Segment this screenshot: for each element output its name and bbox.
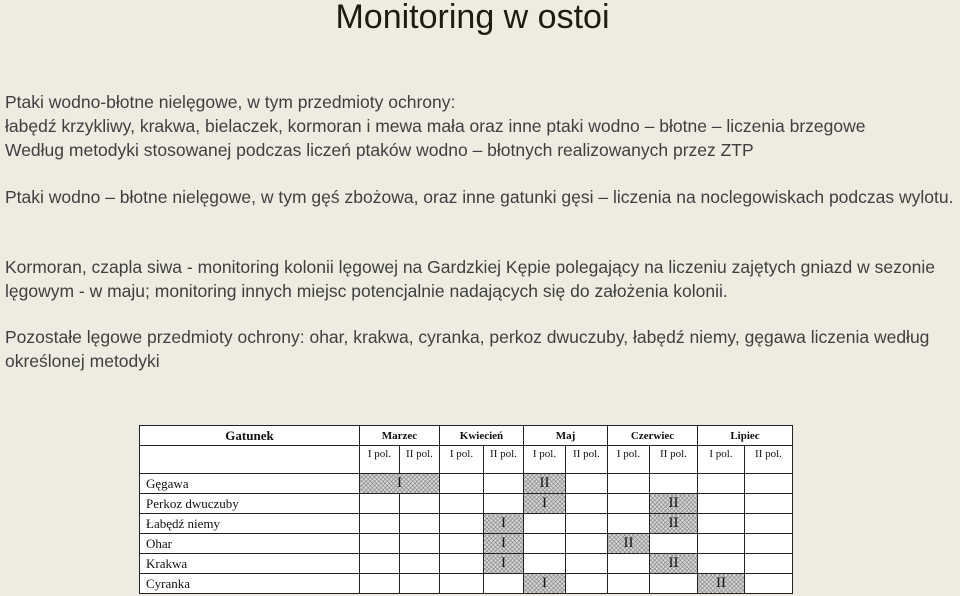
half-month-header: I pol. <box>608 446 650 474</box>
survey-period-cell: II <box>524 474 566 494</box>
empty-cell <box>566 474 608 494</box>
empty-cell <box>698 534 745 554</box>
empty-cell <box>698 494 745 514</box>
table-row <box>140 474 793 494</box>
empty-cell <box>608 514 650 534</box>
paragraph-line: Według metodyki stosowanej podczas liczeń ptaków wodno – błotnych realizowanych przez ZTP <box>5 140 754 160</box>
paragraph-waterbirds-nonbreeding <box>5 90 960 162</box>
empty-cell <box>360 574 400 594</box>
empty-cell <box>608 574 650 594</box>
empty-cell <box>484 574 524 594</box>
species-name: Ohar <box>140 534 360 554</box>
month-header: Maj <box>524 426 608 446</box>
empty-cell <box>440 474 484 494</box>
empty-cell <box>400 514 440 534</box>
species-name: Gęgawa <box>140 474 360 494</box>
empty-cell <box>400 554 440 574</box>
empty-cell <box>140 446 360 474</box>
empty-cell <box>566 554 608 574</box>
empty-cell <box>524 514 566 534</box>
survey-period-cell: I <box>484 534 524 554</box>
empty-cell <box>400 494 440 514</box>
month-header: Marzec <box>360 426 440 446</box>
empty-cell <box>440 494 484 514</box>
survey-period-cell: I <box>484 554 524 574</box>
half-month-header: I pol. <box>440 446 484 474</box>
species-name: Perkoz dwuczuby <box>140 494 360 514</box>
empty-cell <box>440 534 484 554</box>
empty-cell <box>440 574 484 594</box>
paragraph-line: Ptaki wodno – błotne nielęgowe, w tym gęś zbożowa, oraz inne gatunki gęsi – liczenia na noclegowiskach podczas wylotu. <box>5 187 954 207</box>
species-name: Cyranka <box>140 574 360 594</box>
paragraph-line: łabędź krzykliwy, krakwa, bielaczek, kormoran i mewa mała oraz inne ptaki wodno – błotne – liczenia brzegowe <box>5 116 866 136</box>
survey-period-cell: I <box>360 474 440 494</box>
empty-cell <box>608 474 650 494</box>
empty-cell <box>566 534 608 554</box>
empty-cell <box>698 554 745 574</box>
survey-period-cell: II <box>608 534 650 554</box>
half-month-header: II pol. <box>650 446 698 474</box>
species-column-header: Gatunek <box>140 426 360 446</box>
table-row <box>140 494 793 514</box>
survey-period-cell: I <box>524 574 566 594</box>
empty-cell <box>360 534 400 554</box>
paragraph-line: Kormoran, czapla siwa - monitoring kolonii lęgowej na Gardzkiej Kępie polegający na liczeniu zajętych gniazd w sezonie lęgowym - w maju; monitoring innych miejsc potencjalnie nadających się do założenia kolonii. <box>5 257 935 301</box>
empty-cell <box>400 534 440 554</box>
empty-cell <box>745 474 793 494</box>
survey-period-cell: I <box>484 514 524 534</box>
paragraph-line: Pozostałe lęgowe przedmioty ochrony: ohar, krakwa, cyranka, perkoz dwuczuby, łabędź niemy, gęgawa liczenia według określonej metodyki <box>5 327 930 371</box>
empty-cell <box>745 574 793 594</box>
table-row <box>140 574 793 594</box>
empty-cell <box>360 514 400 534</box>
empty-cell <box>360 554 400 574</box>
page-title: Monitoring w ostoi <box>335 0 610 36</box>
table-row <box>140 514 793 534</box>
empty-cell <box>484 494 524 514</box>
half-month-header: II pol. <box>400 446 440 474</box>
empty-cell <box>566 574 608 594</box>
empty-cell <box>745 494 793 514</box>
survey-period-cell: II <box>650 514 698 534</box>
half-month-header: II pol. <box>566 446 608 474</box>
empty-cell <box>360 494 400 514</box>
month-header: Kwiecień <box>440 426 524 446</box>
empty-cell <box>440 554 484 574</box>
half-month-header: I pol. <box>698 446 745 474</box>
survey-period-cell: I <box>524 494 566 514</box>
empty-cell <box>566 494 608 514</box>
empty-cell <box>745 514 793 534</box>
empty-cell <box>566 514 608 534</box>
empty-cell <box>608 494 650 514</box>
empty-cell <box>650 474 698 494</box>
empty-cell <box>524 534 566 554</box>
empty-cell <box>745 534 793 554</box>
species-name: Łabędź niemy <box>140 514 360 534</box>
survey-period-cell: II <box>698 574 745 594</box>
half-month-header: II pol. <box>745 446 793 474</box>
survey-period-cell: II <box>650 554 698 574</box>
half-month-header: II pol. <box>484 446 524 474</box>
paragraph-line: Ptaki wodno-błotne nielęgowe, w tym przedmioty ochrony: <box>5 92 456 112</box>
empty-cell <box>698 474 745 494</box>
table-header-row <box>140 426 793 446</box>
table-subheader-row <box>140 446 793 474</box>
empty-cell <box>608 554 650 574</box>
species-name: Krakwa <box>140 554 360 574</box>
month-header: Czerwiec <box>608 426 698 446</box>
survey-period-cell: II <box>650 494 698 514</box>
monitoring-schedule-table <box>139 425 793 594</box>
empty-cell <box>484 474 524 494</box>
half-month-header: I pol. <box>360 446 400 474</box>
empty-cell <box>650 574 698 594</box>
month-header: Lipiec <box>698 426 793 446</box>
paragraph-cormorant <box>5 255 960 303</box>
empty-cell <box>400 574 440 594</box>
empty-cell <box>650 534 698 554</box>
paragraph-geese <box>5 185 960 209</box>
table-row <box>140 534 793 554</box>
paragraph-breeding-species <box>5 325 960 373</box>
table-row <box>140 554 793 574</box>
empty-cell <box>440 514 484 534</box>
empty-cell <box>698 514 745 534</box>
empty-cell <box>524 554 566 574</box>
half-month-header: I pol. <box>524 446 566 474</box>
empty-cell <box>745 554 793 574</box>
